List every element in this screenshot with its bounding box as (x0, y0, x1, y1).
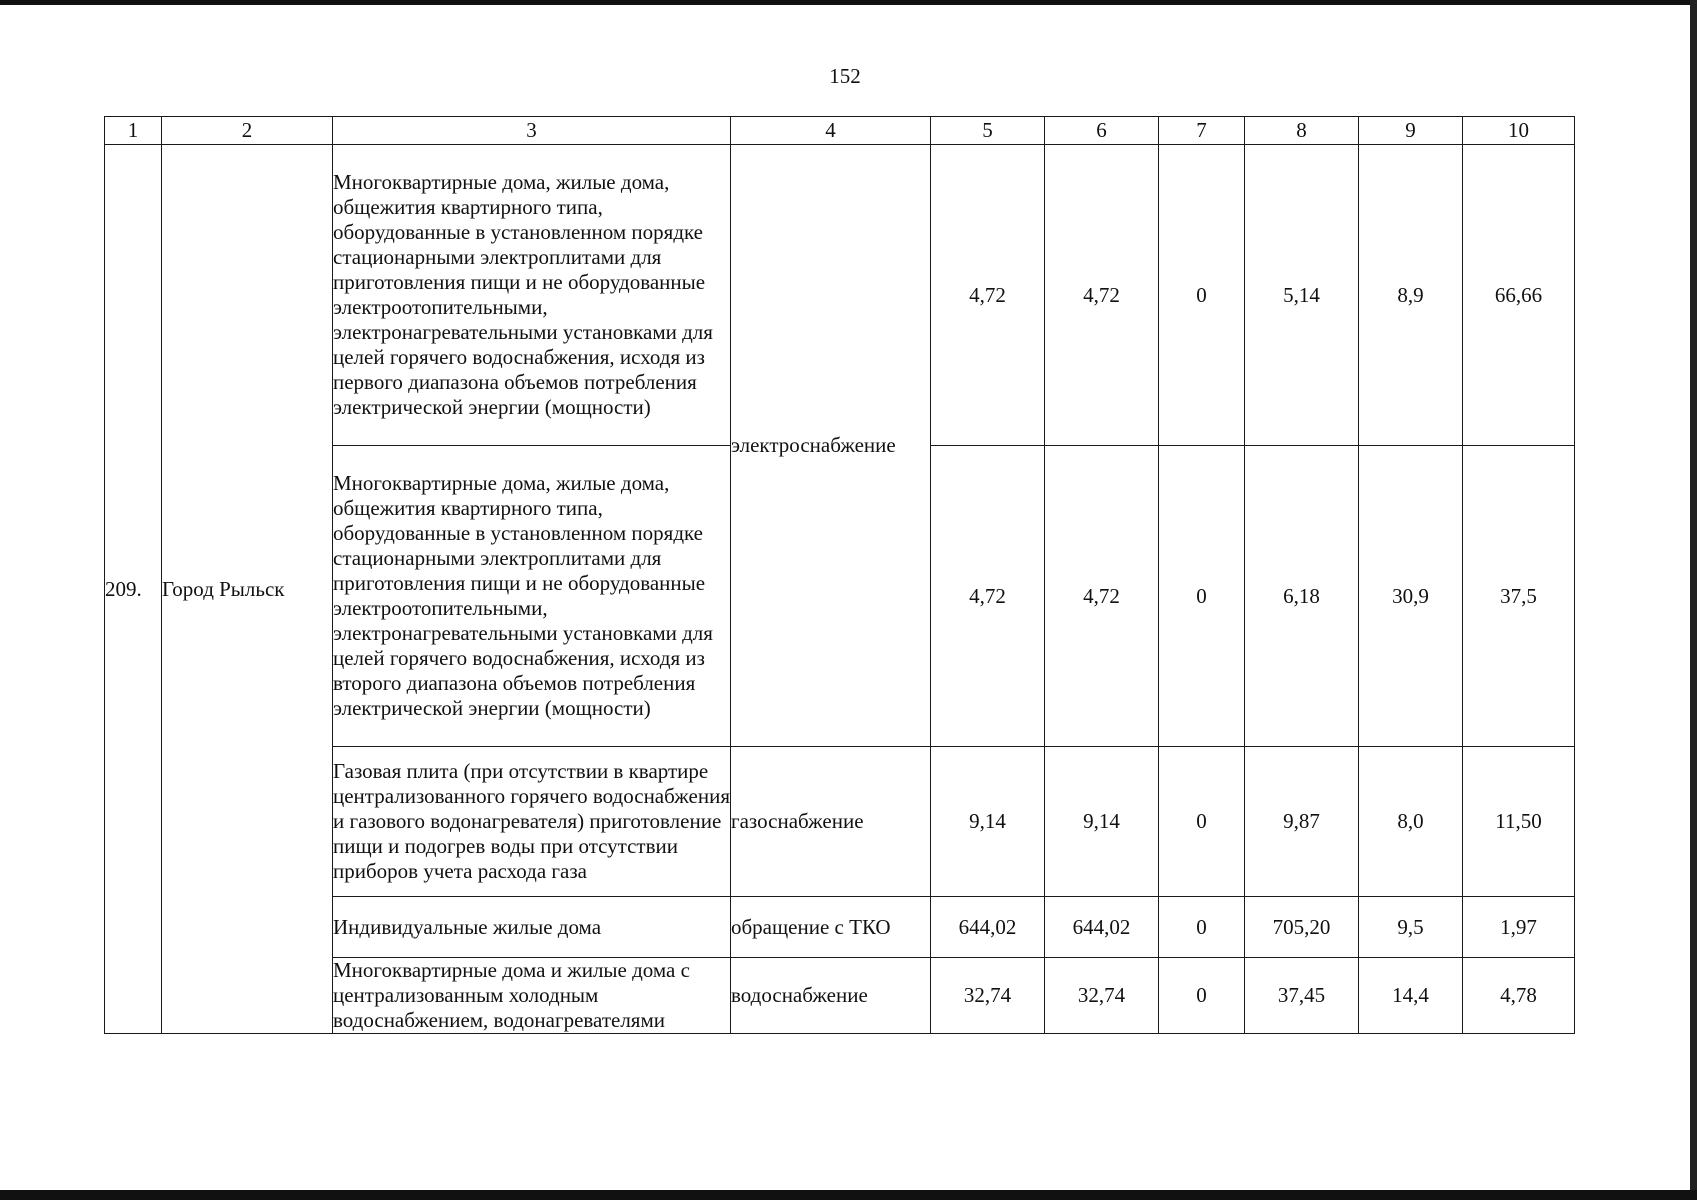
service-type: газоснабжение (731, 747, 931, 897)
value-col-9: 14,4 (1359, 958, 1463, 1034)
value-col-6: 4,72 (1045, 145, 1159, 446)
value-col-5: 644,02 (931, 897, 1045, 958)
value-col-8: 6,18 (1245, 446, 1359, 747)
header-cell-1: 1 (105, 117, 162, 145)
value-col-5: 4,72 (931, 446, 1045, 747)
value-col-9: 8,0 (1359, 747, 1463, 897)
scan-edge-top (0, 0, 1697, 5)
header-cell-6: 6 (1045, 117, 1159, 145)
consumer-description: Многоквартирные дома, жилые дома, общежития квартирного типа, оборудованные в установленном порядке стационарными электроплитами для приготовления пищи и не оборудованные электроотопительными, электронагревательными установками для целей горячего водоснабжения, исходя из первого диапазона объемов потребления электрической энергии (мощности) (333, 145, 731, 446)
table-row (105, 145, 1575, 446)
consumer-description: Многоквартирные дома, жилые дома, общежития квартирного типа, оборудованные в установленном порядке стационарными электроплитами для приготовления пищи и не оборудованные электроотопительными, электронагревательными установками для целей горячего водоснабжения, исходя из второго диапазона объемов потребления электрической энергии (мощности) (333, 446, 731, 747)
header-row (105, 117, 1575, 145)
service-type: обращение с ТКО (731, 897, 931, 958)
service-type: электроснабжение (731, 145, 931, 747)
value-col-6: 4,72 (1045, 446, 1159, 747)
city-name: Город Рыльск (162, 145, 333, 1034)
value-col-5: 9,14 (931, 747, 1045, 897)
tariff-table (104, 116, 1575, 1034)
header-cell-3: 3 (333, 117, 731, 145)
value-col-8: 5,14 (1245, 145, 1359, 446)
value-col-8: 37,45 (1245, 958, 1359, 1034)
header-cell-10: 10 (1463, 117, 1575, 145)
value-col-7: 0 (1159, 747, 1245, 897)
value-col-9: 9,5 (1359, 897, 1463, 958)
value-col-6: 32,74 (1045, 958, 1159, 1034)
value-col-9: 8,9 (1359, 145, 1463, 446)
value-col-10: 1,97 (1463, 897, 1575, 958)
value-col-6: 9,14 (1045, 747, 1159, 897)
scan-edge-bottom (0, 1190, 1697, 1200)
scan-edge-right (1690, 0, 1697, 1200)
value-col-7: 0 (1159, 897, 1245, 958)
value-col-9: 30,9 (1359, 446, 1463, 747)
service-type: водоснабжение (731, 958, 931, 1034)
value-col-7: 0 (1159, 145, 1245, 446)
value-col-7: 0 (1159, 958, 1245, 1034)
value-col-8: 9,87 (1245, 747, 1359, 897)
consumer-description: Индивидуальные жилые дома (333, 897, 731, 958)
header-cell-9: 9 (1359, 117, 1463, 145)
value-col-5: 32,74 (931, 958, 1045, 1034)
value-col-7: 0 (1159, 446, 1245, 747)
value-col-5: 4,72 (931, 145, 1045, 446)
value-col-10: 37,5 (1463, 446, 1575, 747)
value-col-10: 11,50 (1463, 747, 1575, 897)
row-number: 209. (105, 145, 162, 1034)
value-col-6: 644,02 (1045, 897, 1159, 958)
header-cell-2: 2 (162, 117, 333, 145)
value-col-10: 4,78 (1463, 958, 1575, 1034)
consumer-description: Газовая плита (при отсутствии в квартире централизованного горячего водоснабжения и газового водонагревателя) приготовление пищи и подогрев воды при отсутствии приборов учета расхода газа (333, 747, 731, 897)
header-cell-7: 7 (1159, 117, 1245, 145)
header-cell-5: 5 (931, 117, 1045, 145)
consumer-description: Многоквартирные дома и жилые дома с централизованным холодным водоснабжением, водонагревателями (333, 958, 731, 1034)
header-cell-4: 4 (731, 117, 931, 145)
value-col-8: 705,20 (1245, 897, 1359, 958)
header-cell-8: 8 (1245, 117, 1359, 145)
page-number: 152 (829, 64, 861, 88)
value-col-10: 66,66 (1463, 145, 1575, 446)
